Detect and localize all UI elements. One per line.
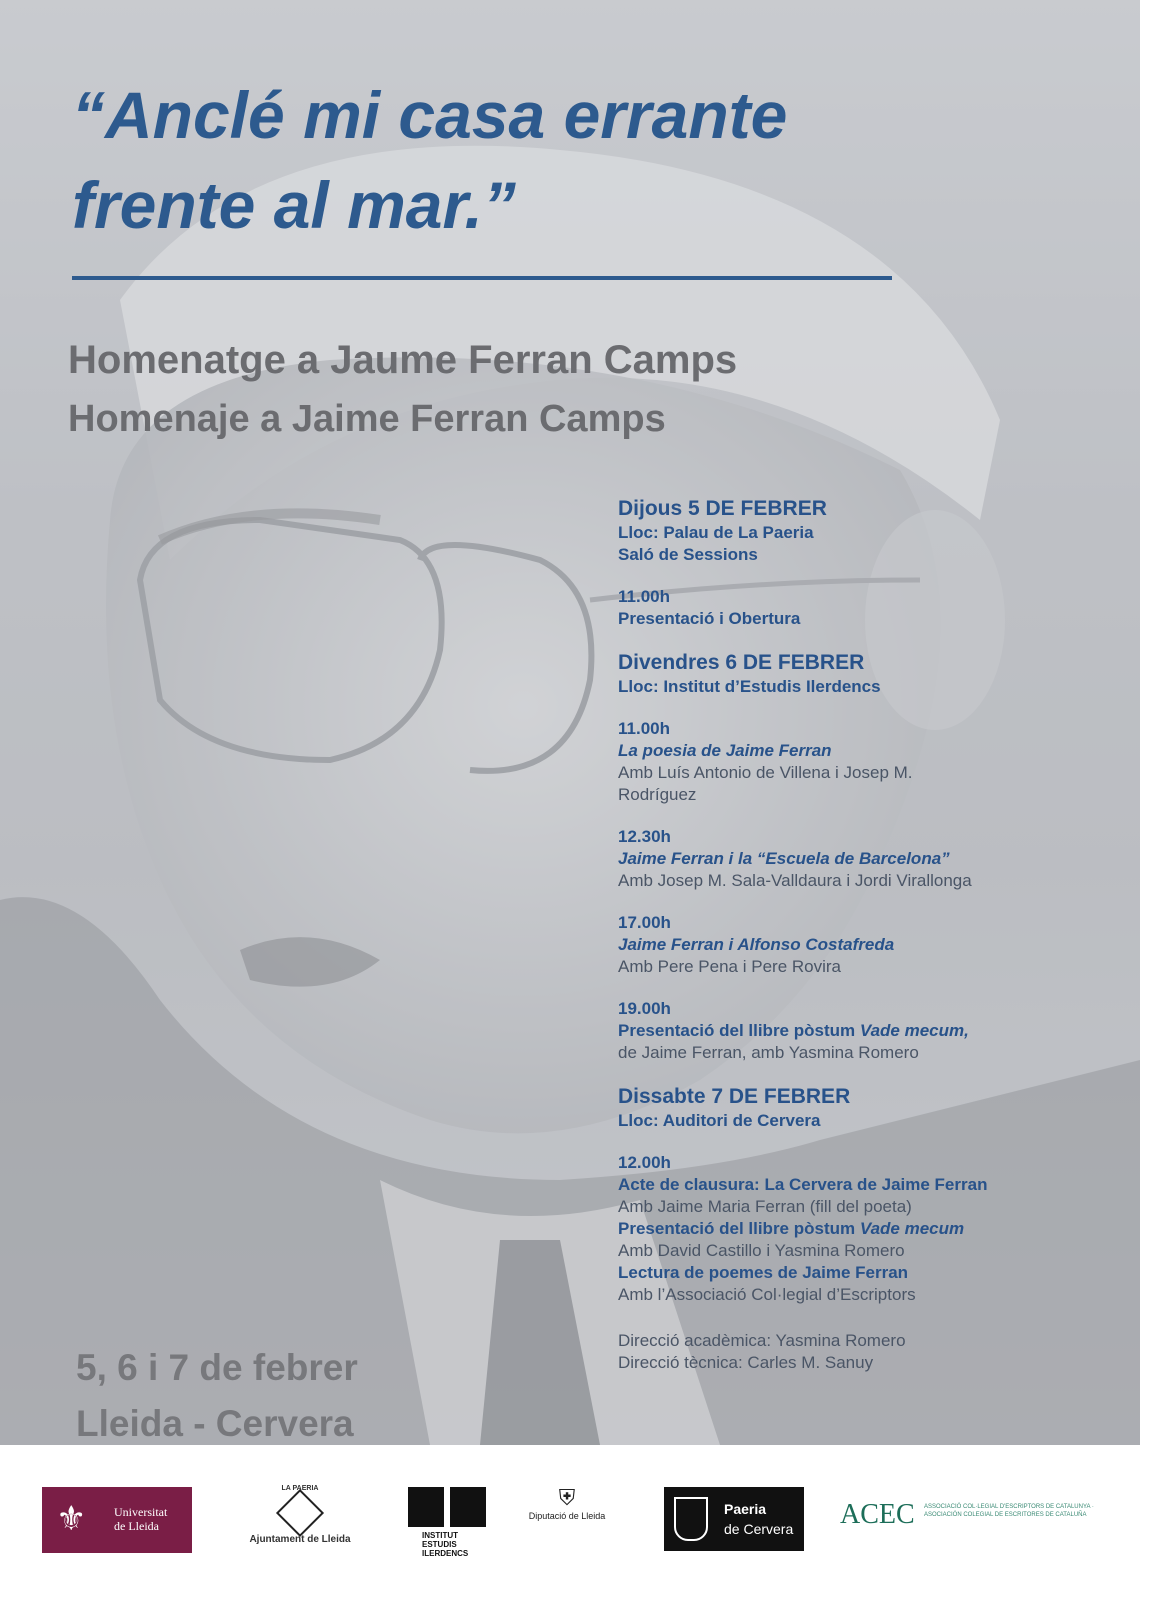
event [618, 912, 1138, 978]
event-detail: Amb Pere Pena i Pere Rovira [618, 957, 841, 976]
event [618, 586, 1138, 630]
day-title: Divendres 6 DE FEBRER [618, 651, 865, 674]
program-schedule [618, 496, 1138, 1374]
event-title: Presentació i Obertura [618, 609, 801, 628]
event-time: 17.00h [618, 913, 671, 932]
subtitle-spanish: Homenaje a Jaime Ferran Camps [68, 398, 666, 440]
event-title: Acte de clausura: La Cervera de Jaime Ferran [618, 1175, 988, 1194]
institut-estudis-ilerdencs-logo: INSTITUT ESTUDIS ILERDENCS [408, 1485, 488, 1555]
book-title: Vade mecum, [859, 1021, 969, 1040]
dates-location [76, 1340, 358, 1445]
technical-direction: Direcció tècnica: Carles M. Sanuy [618, 1353, 874, 1372]
event-detail: Amb David Castillo i Yasmina Romero [618, 1241, 905, 1260]
event-detail: Amb Luís Antonio de Villena i Josep M. [618, 763, 913, 782]
event-time: 19.00h [618, 999, 671, 1018]
event-title [618, 1020, 1138, 1042]
day-place: Lloc: Palau de La Paeria [618, 523, 814, 542]
university-emblem-icon: ⚜ [56, 1500, 87, 1538]
shield-icon: ⛨ [558, 1485, 576, 1510]
event-detail: Rodríguez [618, 785, 697, 804]
day-3 [618, 1084, 1138, 1132]
universitat-de-lleida-logo: ⚜ Universitat de Lleida [42, 1487, 192, 1553]
day-place-room: Saló de Sessions [618, 545, 758, 564]
event-title-text: Presentació del llibre pòstum [618, 1021, 856, 1040]
subtitle-catalan: Homenatge a Jaume Ferran Camps [68, 338, 738, 382]
event-title: Jaime Ferran i Alfonso Costafreda [618, 935, 895, 954]
academic-direction: Direcció acadèmica: Yasmina Romero [618, 1331, 906, 1350]
title-divider [72, 276, 892, 280]
event-time: 11.00h [618, 587, 670, 606]
diputacio-de-lleida-logo: ⛨ Diputació de Lleida [522, 1485, 612, 1555]
event-title: Jaime Ferran i la “Escuela de Barcelona” [618, 849, 950, 868]
event-title: La poesia de Jaime Ferran [618, 741, 832, 760]
event-detail: Amb Jaime Maria Ferran (fill del poeta) [618, 1197, 912, 1216]
sponsor-logos [0, 1445, 1158, 1600]
event-time: 11.00h [618, 719, 670, 738]
day-place: Lloc: Institut d’Estudis Ilerdencs [618, 677, 881, 696]
acec-logo: ACEC ASSOCIACIÓ COL·LEGIAL D'ESCRIPTORS DE CATALUNYA · ASOCIACIÓN COLEGIAL DE ESCRITORES DE CATALUÑA [840, 1499, 1094, 1530]
quote-line-1: “Anclé mi casa errante [72, 78, 788, 152]
day-place: Lloc: Auditori de Cervera [618, 1111, 821, 1130]
event-time: 12.30h [618, 827, 671, 846]
quote-line-2: frente al mar.” [72, 168, 516, 242]
event-detail: de Jaime Ferran, amb Yasmina Romero [618, 1043, 919, 1062]
event [618, 826, 1138, 892]
shield-icon [674, 1497, 708, 1541]
event-title: Lectura de poemes de Jaime Ferran [618, 1263, 909, 1282]
day-1 [618, 496, 1138, 566]
event-title [618, 1218, 1138, 1240]
quote-title [72, 70, 787, 250]
dates: 5, 6 i 7 de febrer [76, 1347, 358, 1388]
event [618, 718, 1138, 806]
book-title: Vade mecum [859, 1219, 965, 1238]
location: Lleida - Cervera [76, 1403, 354, 1444]
day-title: Dissabte 7 DE FEBRER [618, 1085, 851, 1108]
event [618, 998, 1138, 1064]
paeria-emblem-icon [276, 1489, 324, 1537]
event-title-text: Presentació del llibre pòstum [618, 1219, 856, 1238]
event-time: 12.00h [618, 1153, 671, 1172]
event [618, 1152, 1138, 1306]
credits [618, 1330, 1138, 1374]
paeria-de-cervera-logo: Paeria de Cervera [664, 1487, 804, 1551]
event-detail: Amb l’Associació Col·legial d’Escriptors [618, 1285, 916, 1304]
event-detail: Amb Josep M. Sala-Valldaura i Jordi Virallonga [618, 871, 972, 890]
day-2 [618, 650, 1138, 698]
ajuntament-de-lleida-logo: LA PAERIA Ajuntament de Lleida [249, 1485, 351, 1545]
day-title: Dijous 5 DE FEBRER [618, 497, 827, 520]
